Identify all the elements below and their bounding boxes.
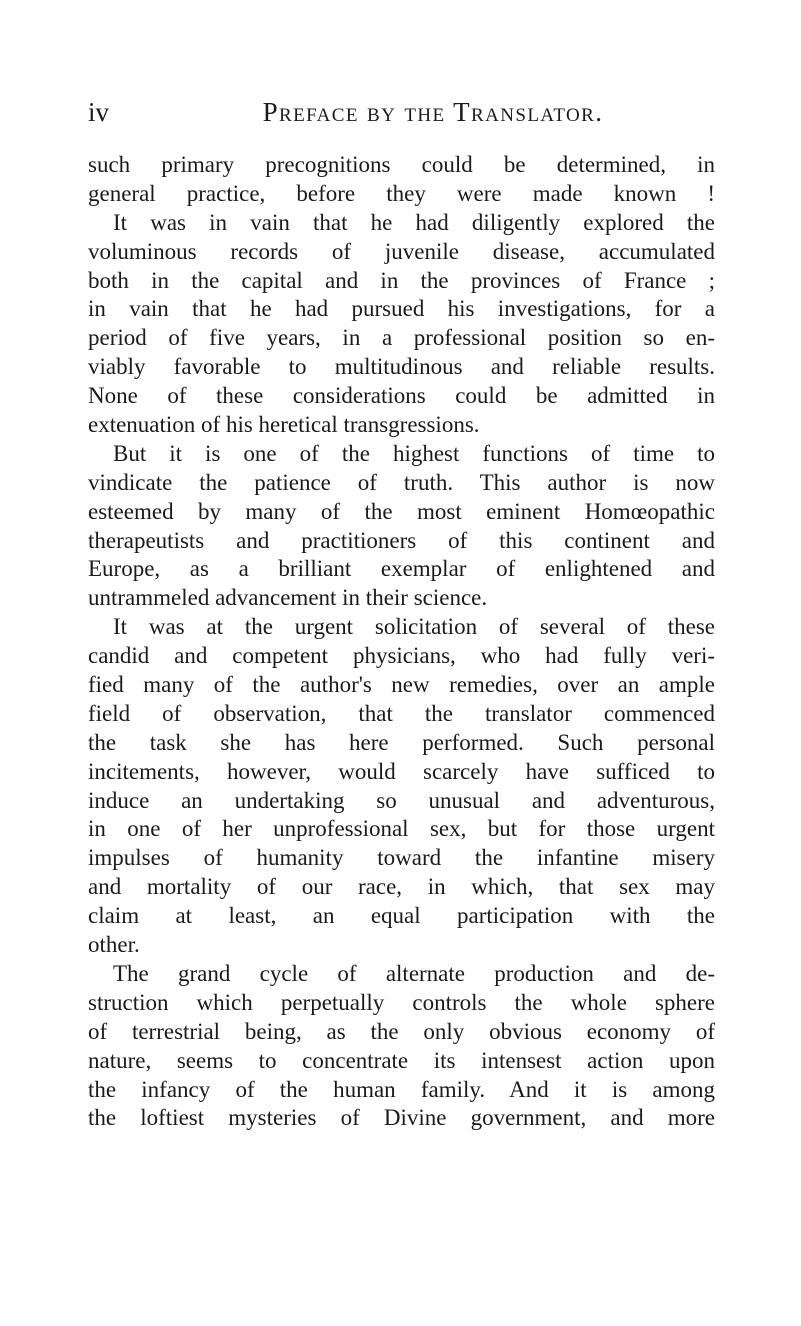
text-line: esteemed by many of the most eminent Homœopathic	[88, 498, 715, 524]
running-head	[88, 95, 738, 129]
text-line: vindicate the patience of truth. This author is now	[88, 469, 715, 495]
text-line: in one of her unprofessional sex, but for those urgent	[88, 816, 715, 842]
text-line: such primary precognitions could be determined, in	[88, 152, 715, 177]
running-title: Preface by the Translator.	[262, 97, 604, 127]
text-line: therapeutists and practitioners of this continent and	[88, 527, 715, 553]
text-line: and mortality of our race, in which, that sex may	[88, 874, 715, 900]
text-line: viably favorable to multitudinous and reliable results.	[88, 354, 715, 380]
text-line: voluminous records of juvenile disease, accumulated	[88, 238, 715, 264]
text-line: the task she has here performed. Such personal	[88, 729, 715, 755]
text-line: It was in vain that he had diligently explored the	[113, 209, 715, 235]
text-line: claim at least, an equal participation with the	[88, 903, 715, 929]
text-line: Europe, as a brilliant exemplar of enlightened and	[88, 556, 715, 582]
text-line: The grand cycle of alternate production and de-	[113, 960, 715, 986]
text-line: period of five years, in a professional position so en-	[88, 325, 715, 351]
body-text	[88, 151, 715, 1133]
text-line: It was at the urgent solicitation of several of these	[113, 614, 715, 640]
text-line: impulses of humanity toward the infantine misery	[88, 845, 715, 871]
text-line: the loftiest mysteries of Divine government, and more	[88, 1105, 715, 1131]
text-line: other.	[88, 932, 140, 958]
text-line: candid and competent physicians, who had fully veri-	[88, 643, 715, 669]
text-line: in vain that he had pursued his investigations, for a	[88, 296, 715, 322]
text-line: incitements, however, would scarcely have sufficed to	[88, 758, 715, 784]
text-line: fied many of the author's new remedies, over an ample	[88, 672, 715, 698]
text-line: field of observation, that the translator commenced	[88, 700, 715, 726]
text-line: nature, seems to concentrate its intensest action upon	[88, 1047, 715, 1073]
text-line: struction which perpetually controls the whole sphere	[88, 989, 715, 1015]
text-line: of terrestrial being, as the only obvious economy of	[88, 1018, 715, 1044]
text-line: general practice, before they were made known !	[88, 180, 715, 206]
text-line: extenuation of his heretical transgressions.	[88, 412, 480, 438]
page-number: iv	[88, 97, 110, 127]
text-line: None of these considerations could be admitted in	[88, 383, 715, 409]
text-line: both in the capital and in the provinces of France ;	[88, 267, 715, 293]
text-line: untrammeled advancement in their science.	[88, 585, 488, 611]
text-line: induce an undertaking so unusual and adventurous,	[88, 787, 715, 813]
text-line: the infancy of the human family. And it is among	[88, 1076, 715, 1102]
text-line: But it is one of the highest functions of time to	[113, 440, 715, 466]
